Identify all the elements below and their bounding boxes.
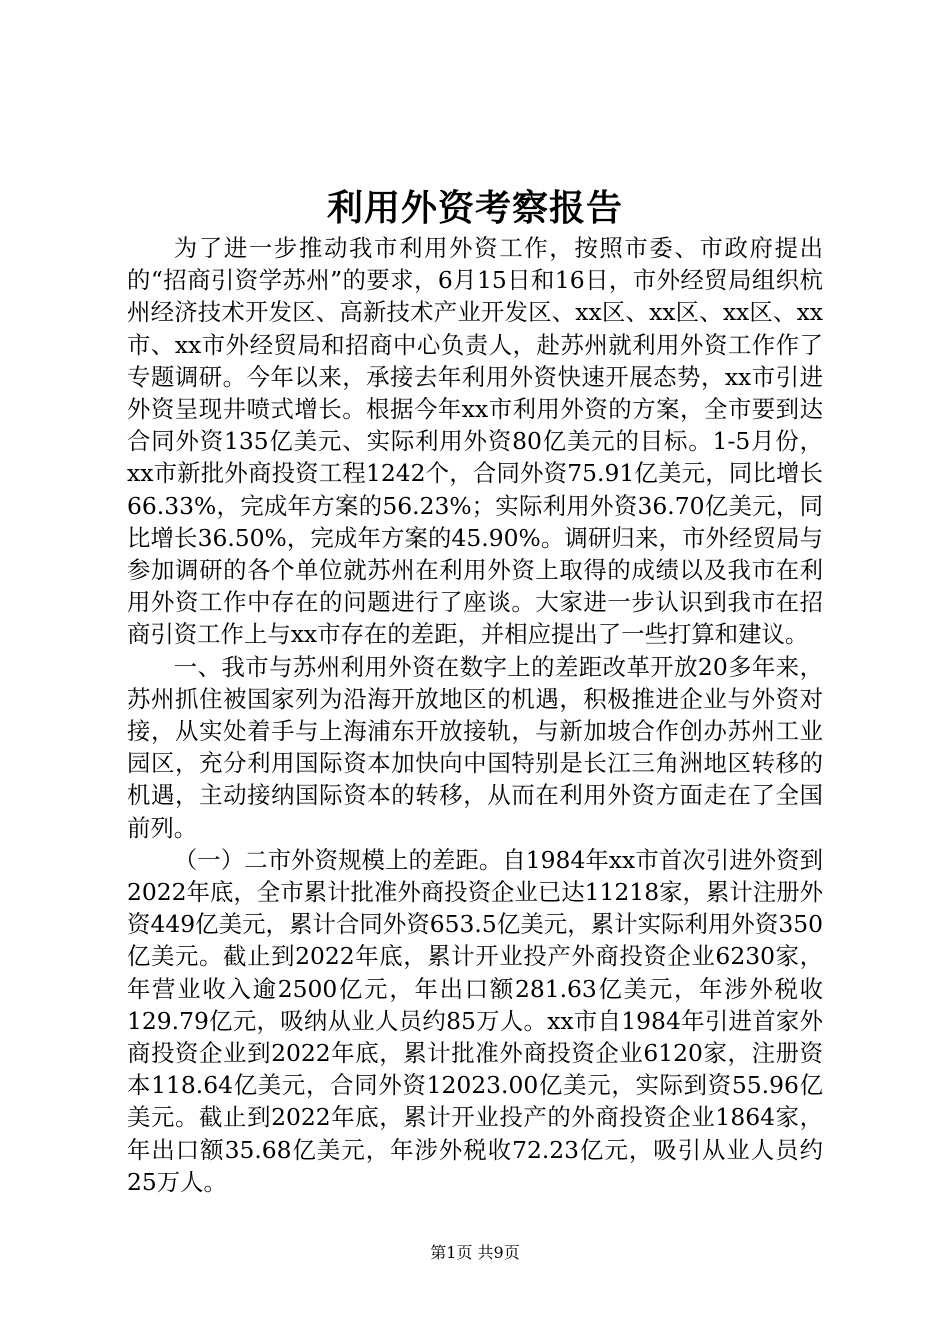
document-body xyxy=(127,232,823,1198)
page-footer: 第1页 共9页 xyxy=(430,1243,520,1262)
page-title: 利用外资考察报告 xyxy=(326,187,623,229)
paragraph-intro: 为了进一步推动我市利用外资工作，按照市委、市政府提出的“招商引资学苏州”的要求，6月15日和16日，市外经贸局组织杭州经济技术开发区、高新技术产业开发区、xx区、xx区、xx区、xx市、xx市外经贸局和招商中心负责人，赴苏州就利用外资工作作了专题调研。今年以来，承接去年利用外资快速开展态势，xx市引进外资呈现井喷式增长。根据今年xx市利用外资的方案，全市要到达合同外资135亿美元、实际利用外资80亿美元的目标。1-5月份，xx市新批外商投资工程1242个，合同外资75.91亿美元，同比增长66.33%，完成年方案的56.23%；实际利用外资36.70亿美元，同比增长36.50%，完成年方案的45.90%。调研归来，市外经贸局与参加调研的各个单位就苏州在利用外资上取得的成绩以及我市在利用外资工作中存在的问题进行了座谈。大家进一步认识到我市在招商引资工作上与xx市存在的差距，并相应提出了一些打算和建议。 xyxy=(127,234,823,649)
paragraph-section-one: 一、我市与苏州利用外资在数字上的差距改革开放20多年来，苏州抓住被国家列为沿海开放地区的机遇，积极推进企业与外资对接，从实处着手与上海浦东开放接轨，与新加坡合作创办苏州工业园区，充分利用国际资本加快向中国特别是长江三角洲地区转移的机遇，主动接纳国际资本的转移，从而在利用外资方面走在了全国前列。 xyxy=(127,652,823,842)
paragraph-subsection-one: （一）二市外资规模上的差距。自1984年xx市首次引进外资到2022年底，全市累计批准外商投资企业已达11218家，累计注册外资449亿美元，累计合同外资653.5亿美元，累计实际利用外资350亿美元。截止到2022年底，累计开业投产外商投资企业6230家，年营业收入逾2500亿元，年出口额281.63亿美元，年涉外税收129.79亿元，吸纳从业人员约85万人。xx市自1984年引进首家外商投资企业到2022年底，累计批准外商投资企业6120家，注册资本118.64亿美元，合同外资12023.00亿美元，实际到资55.96亿美元。截止到2022年底，累计开业投产的外商投资企业1864家，年出口额35.68亿美元，年涉外税收72.23亿元，吸引从业人员约25万人。 xyxy=(127,845,823,1196)
